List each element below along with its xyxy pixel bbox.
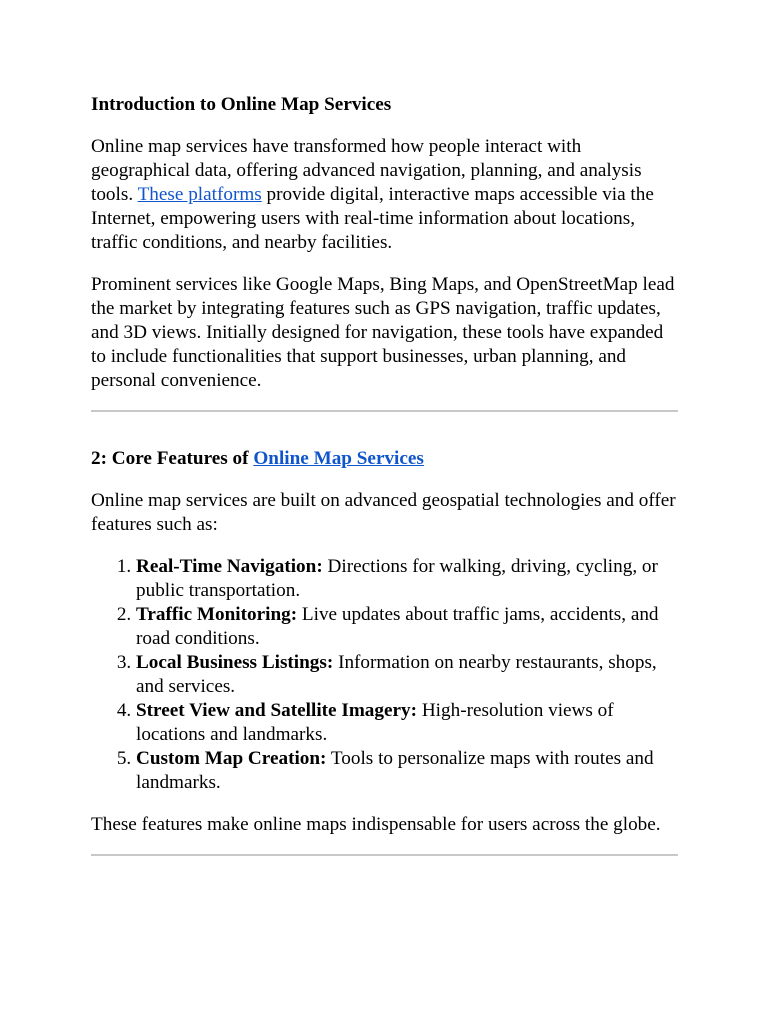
list-item-text: Tools to personalize maps with routes and landmarks.: [136, 748, 654, 793]
list-item-label: Real-Time Navigation:: [136, 556, 323, 577]
feature-list: [91, 555, 678, 795]
list-item-label: Street View and Satellite Imagery:: [136, 700, 418, 721]
list-item-label: Custom Map Creation:: [136, 748, 327, 769]
section-1-heading: Introduction to Online Map Services: [91, 94, 392, 115]
section-2-heading-prefix: 2: Core Features of: [91, 448, 254, 469]
list-item-text: High-resolution views of locations and landmarks.: [136, 700, 614, 745]
paragraph-text: Online map services have transformed how people interact with geographical data, offering advanced navigation, planning, and analysis tools.: [91, 136, 642, 205]
section-2-heading: [91, 446, 678, 472]
section-1-paragraph-2: Prominent services like Google Maps, Bing Maps, and OpenStreetMap lead the market by integrating features such as GPS navigation, traffic updates, and 3D views. Initially designed for navigation, these tools have expanded to include functionalities that support businesses, urban planning, and personal convenience.: [91, 274, 675, 391]
section-2-closing: These features make online maps indispensable for users across the globe.: [91, 814, 661, 835]
list-item: [136, 555, 678, 603]
list-item: [136, 651, 678, 699]
list-item: [136, 747, 678, 795]
section-1-paragraph-1: [91, 135, 678, 255]
section-divider: [91, 854, 678, 856]
section-2-intro: Online map services are built on advanced geospatial technologies and offer features such as:: [91, 490, 676, 535]
document-page: [91, 92, 678, 856]
list-item-text: Live updates about traffic jams, accidents, and road conditions.: [136, 604, 659, 649]
online-map-services-link[interactable]: Online Map Services: [253, 448, 424, 469]
list-item: [136, 603, 678, 651]
list-item-label: Traffic Monitoring:: [136, 604, 298, 625]
list-item: [136, 699, 678, 747]
list-item-text: Directions for walking, driving, cycling, or public transportation.: [136, 556, 658, 601]
list-item-text: Information on nearby restaurants, shops, and services.: [136, 652, 657, 697]
these-platforms-link[interactable]: These platforms: [137, 184, 262, 205]
paragraph-text: provide digital, interactive maps accessible via the Internet, empowering users with real-time information about locations, traffic conditions, and nearby facilities.: [91, 184, 654, 253]
list-item-label: Local Business Listings:: [136, 652, 334, 673]
